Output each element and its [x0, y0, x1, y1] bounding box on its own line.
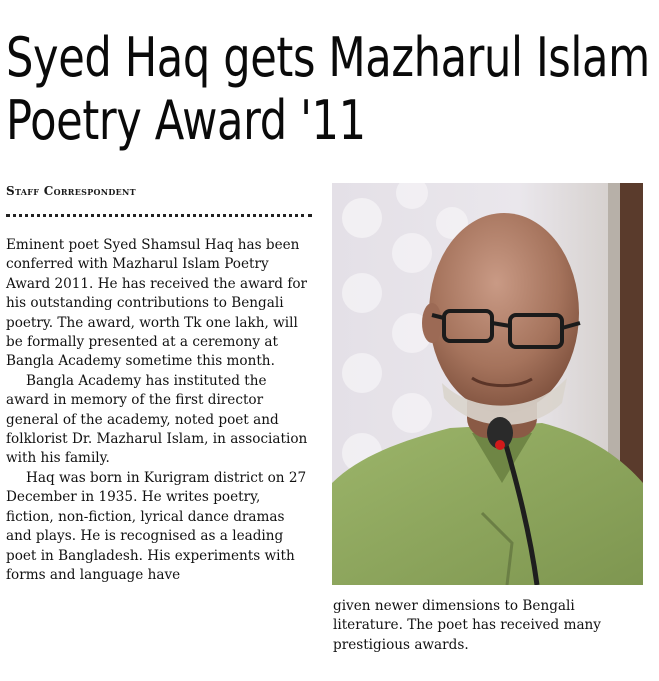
- paragraph-3: Haq was born in Kurigram district on 27 December in 1935. He writes poetry, fiction, non-fiction, lyrical dance dramas and plays. He is recognised as a leading poet in Bangladesh. His experiments with forms and language have: [6, 469, 307, 583]
- headline: [6, 26, 650, 152]
- headline-line-2: Poetry Award '11: [6, 89, 366, 152]
- poet-photo: [332, 183, 643, 585]
- article-body-column-right: [333, 597, 645, 655]
- paragraph-continuation: given newer dimensions to Bengali literature. The poet has received many prestigious awards.: [333, 598, 601, 653]
- article-body-column-left: [6, 236, 312, 585]
- headline-line-1: Syed Haq gets Mazharul Islam: [6, 26, 650, 89]
- dotted-divider: [6, 214, 312, 217]
- paragraph-1: Eminent poet Syed Shamsul Haq has been conferred with Mazharul Islam Poetry Award 2011. He has received the award for his outstanding contributions to Bengali poetry. The award, worth Tk one lakh, will be formally presented at a ceremony at Bangla Academy sometime this month.: [6, 237, 308, 370]
- byline: Staff Correspondent: [6, 184, 136, 198]
- paragraph-2: Bangla Academy has instituted the award in memory of the first director general of the academy, noted poet and folklorist Dr. Mazharul Islam, in association with his family.: [6, 372, 308, 467]
